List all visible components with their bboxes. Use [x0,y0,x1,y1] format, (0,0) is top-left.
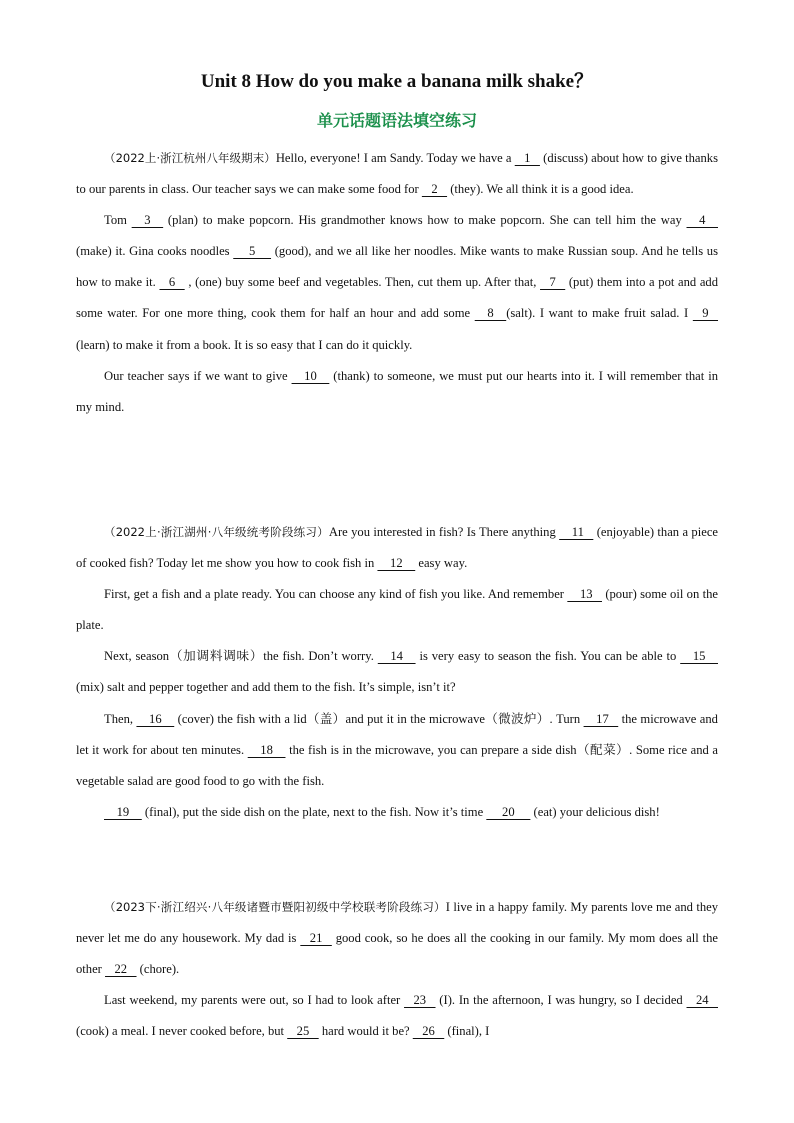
blank-6[interactable]: 6 [159,275,185,290]
passage-text: (final), I [444,1024,490,1039]
passage-3 [76,892,718,1047]
paragraph [76,205,718,360]
blank-15[interactable]: 15 [680,649,718,664]
passage-text: I live in a happy family. My parents love me and they never let me do any housework. My dad is [76,900,719,946]
paragraph [76,797,718,828]
passage-text: (cover) the fish with a lid（盖）and put it in the microwave（微波炉）. Turn [174,711,584,726]
blank-3[interactable]: 3 [131,213,164,228]
passage-text: (discuss) about how to give thanks to our parents in class. Our teacher says we can make some food for [76,151,718,197]
passage-text: (I). In the afternoon, I was hungry, so I decided [435,993,687,1008]
passage-text: (enjoyable) than a piece of cooked fish? Today let me show you how to cook fish in [76,525,719,571]
passage-text: the microwave and let it work for about ten minutes. [76,711,718,757]
blank-4[interactable]: 4 [686,213,718,228]
paragraph [76,361,718,423]
source-label: （2022上·浙江湖州·八年级统考阶段练习） [104,525,329,539]
passage-text: hard would it be? [318,1024,413,1039]
blank-17[interactable]: 17 [583,711,619,726]
passage-text: the fish is in the microwave, you can prepare a side dish（配菜）. Some rice and a vegetable salad are good food to go with the fish. [76,742,718,788]
paragraph [76,579,718,641]
blank-20[interactable]: 20 [486,804,531,819]
blank-7[interactable]: 7 [540,275,566,290]
paragraph [76,143,718,205]
passage-2 [76,517,718,828]
passage-text: Next, season（加调料调味）the fish. Don’t worry. [104,649,378,664]
paragraph [76,985,718,1047]
blank-1[interactable]: 1 [514,151,540,165]
passage-text: (good), and we all like her noodles. Mike wants to make Russian soup. And he tells us how to make it. [76,244,718,290]
blank-26[interactable]: 26 [412,1024,445,1039]
passage-text: Our teacher says if we want to give [104,368,292,383]
paragraph [76,641,718,703]
blank-23[interactable]: 23 [404,993,436,1008]
passage-text: (eat) your delicious dish! [530,804,660,819]
page-subtitle: 单元话题语法填空练习 [316,111,477,130]
passage-text: (final), put the side dish on the plate, next to the fish. Now it’s time [141,804,487,819]
paragraph [76,517,718,579]
blank-10[interactable]: 10 [291,368,330,383]
passage-text: is very easy to season the fish. You can be able to [415,649,681,664]
passage-text: Then, [104,711,137,726]
blank-9[interactable]: 9 [692,306,719,321]
passage-text: Hello, everyone! I am Sandy. Today we have a [275,151,515,165]
passage-text: (plan) to make popcorn. His grandmother knows how to make popcorn. She can tell him the way [163,213,687,228]
blank-22[interactable]: 22 [105,962,137,977]
passage-text: (they). We all think it is a good idea. [447,182,634,197]
passage-text: (pour) some oil on the plate. [76,587,718,633]
passage-text: good cook, so he does all the cooking in our family. My mom does all the other [76,931,718,977]
blank-25[interactable]: 25 [287,1024,319,1039]
passage-text: (chore). [136,962,180,977]
blank-13[interactable]: 13 [567,587,602,602]
passage-text: , (one) buy some beef and vegetables. Then, cut them up. After that, [184,275,541,290]
blank-19[interactable]: 19 [104,804,142,819]
blank-2[interactable]: 2 [421,182,448,197]
passage-text: (salt). I want to make fruit salad. I [506,306,693,321]
passage-text: (learn) to make it from a book. It is so easy that I can do it quickly. [76,337,413,352]
blank-5[interactable]: 5 [233,244,272,259]
passage-text: (cook) a meal. I never cooked before, but [76,1024,288,1039]
passage-text: (thank) to someone, we must put our hearts into it. I will remember that in my mind. [76,368,718,414]
paragraph [76,704,718,797]
page-title: Unit 8 How do you make a banana milk shake？ [200,71,594,92]
blank-16[interactable]: 16 [136,711,175,726]
blank-8[interactable]: 8 [474,306,507,321]
source-label: （2023下·浙江绍兴·八年级诸暨市暨阳初级中学校联考阶段练习） [104,900,446,914]
blank-11[interactable]: 11 [559,525,594,539]
blank-14[interactable]: 14 [377,649,416,664]
passage-text: First, get a fish and a plate ready. You can choose any kind of fish you like. And remember [104,587,568,602]
passage-text: (put) them into a pot and add some water. For one more thing, cook them for half an hour and add some [76,275,719,321]
passage-text: Last weekend, my parents were out, so I had to look after [104,993,405,1008]
paragraph [76,892,718,985]
passage-text: Are you interested in fish? Is There anything [328,525,560,539]
passage-1 [76,143,718,423]
blank-18[interactable]: 18 [247,742,286,757]
source-label: （2022上·浙江杭州八年级期末） [104,151,276,165]
passage-text: Tom [104,213,132,228]
passage-text: easy way. [415,556,468,571]
passage-text: (make) it. Gina cooks noodles [76,244,234,259]
blank-24[interactable]: 24 [686,993,718,1008]
blank-12[interactable]: 12 [377,556,416,571]
passage-text: (mix) salt and pepper together and add them to the fish. It’s simple, isn’t it? [76,680,456,695]
blank-21[interactable]: 21 [300,931,332,946]
